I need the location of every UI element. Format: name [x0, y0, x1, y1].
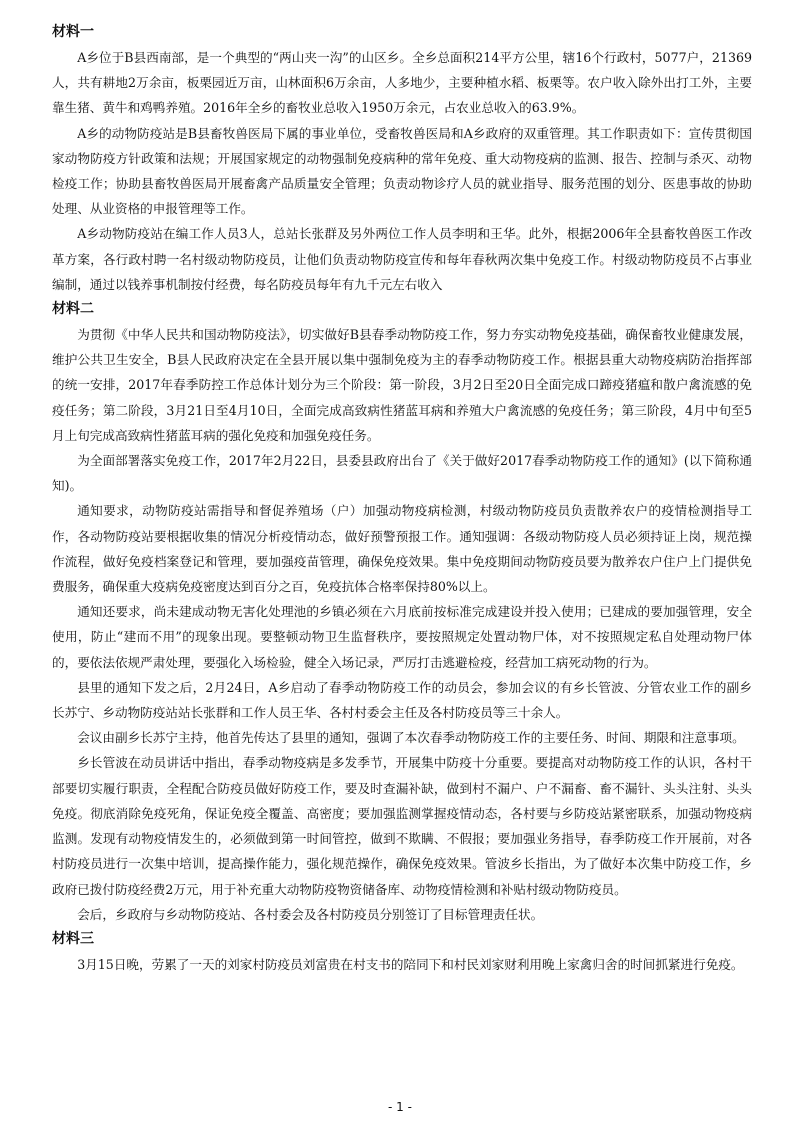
section-heading-2: 材料二: [52, 301, 94, 318]
paragraph: 通知要求，动物防疫站需指导和督促养殖场（户）加强动物疫病检测，村级动物防疫员负责散养农户的疫情检测指导工作，各动物防疫站要根据收集的情况分析疫情动态，做好预警预报工作。通知强调：各级动物防疫人员必须持证上岗，规范操作流程，做好免疫档案登记和管理，要加强疫苗管理，确保免疫效果。集中免疫期间动物防疫员要为散养农户住户上门提供免费服务，确保重大疫病免疫密度达到百分之百，免疫抗体合格率保持80%以上。: [52, 503, 752, 595]
paragraph: 通知还要求，尚未建成动物无害化处理池的乡镇必须在六月底前按标准完成建设并投入使用；已建成的要加强管理，安全使用，防止“建而不用”的现象出现。要整顿动物卫生监督秩序，要按照规定处置动物尸体，对不按照规定私自处理动物尸体的，要依法依规严肃处理，要强化入场检验，健全入场记录，严厉打击逃避检疫，经营加工病死动物的行为。: [52, 604, 752, 670]
paragraph: A乡动物防疫站在编工作人员3人，总站长张群及另外两位工作人员李明和王华。此外，根据2006年全县畜牧兽医工作改革方案，各行政村聘一名村级动物防疫员，让他们负责动物防疫宣传和每年春秋两次集中免疫工作。村级动物防疫员不占事业编制，通过以钱养事机制按付经费，每名防疫员每年有九千元左右收入: [52, 226, 752, 292]
paragraph: 乡长管波在动员讲话中指出，春季动物疫病是多发季节，开展集中防疫十分重要。要提高对动物防疫工作的认识，各村干部要切实履行职责，全程配合防疫员做好防疫工作，要及时查漏补缺，做到村不漏户、户不漏畜、畜不漏针、头头注射、头头免疫。彻底消除免疫死角，保证免疫全覆盖、高密度；要加强监测掌握疫情动态，各村要与乡防疫站紧密联系，加强动物疫病监测。发现有动物疫情发生的，必须做到第一时间管控，做到不欺瞒、不假报；要加强业务指导，春季防疫工作开展前，对各村防疫员进行一次集中培训，提高操作能力，强化规范操作，确保免疫效果。管波乡长指出，为了做好本次集中防疫工作，乡政府已拨付防疫经费2万元，用于补充重大动物防疫物资储备库、动物疫情检测和补贴村级动物防疫员。: [52, 755, 752, 897]
paragraph: A乡的动物防疫站是B县畜牧兽医局下属的事业单位，受畜牧兽医局和A乡政府的双重管理。其工作职责如下：宣传贯彻国家动物防疫方针政策和法规；开展国家规定的动物强制免疫病种的常年免疫、重大动物疫病的监测、报告、控制与杀灭、动物检疫工作；协助县畜牧兽医局开展畜禽产品质量安全管理；负责动物诊疗人员的就业指导、服务范围的划分、医患事故的协助处理、从业资格的申报管理等工作。: [52, 125, 752, 217]
paragraph: 县里的通知下发之后，2月24日，A乡启动了春季动物防疫工作的动员会，参加会议的有乡长管波、分管农业工作的副乡长苏宁、乡动物防疫站站长张群和工作人员王华、各村村委会主任及各村防疫员等三十余人。: [52, 679, 752, 721]
document-body: [52, 20, 752, 977]
section-heading-1: 材料一: [52, 24, 94, 40]
paragraph: 3月15日晚，劳累了一天的刘家村防疫员刘富贵在村支书的陪同下和村民刘家财利用晚上家禽归舍的时间抓紧进行免疫。: [77, 956, 744, 972]
paragraph: 会后，乡政府与乡动物防疫站、各村委会及各村防疫员分别签订了目标管理责任状。: [77, 906, 544, 922]
page-number: - 1 -: [388, 1100, 412, 1114]
section-heading-3: 材料三: [52, 930, 94, 947]
paragraph: A乡位于B县西南部，是一个典型的“两山夹一沟”的山区乡。全乡总面积214平方公里，辖16个行政村，5077户，21369人，共有耕地2万余亩，板栗园近万亩，山林面积6万余亩，人多地少，主要种植水稻、板栗等。农户收入除外出打工外，主要靠生猪、黄牛和鸡鸭养殖。2016年全乡的畜牧业总收入1950万余元，占农业总收入的63.9%。: [52, 50, 752, 116]
paragraph: 为全面部署落实免疫工作，2017年2月22日，县委县政府出台了《关于做好2017春季动物防疫工作的通知》(以下简称通知)。: [52, 453, 752, 494]
paragraph: 为贯彻《中华人民共和国动物防疫法》，切实做好B县春季动物防疫工作，努力夯实动物免疫基础，确保畜牧业健康发展，维护公共卫生安全，B县人民政府决定在全县开展以集中强制免疫为主的春季动物防疫工作。根据县重大动物疫病防治指挥部的统一安排，2017年春季防控工作总体计划分为三个阶段：第一阶段，3月2日至20日全面完成口蹄疫猪瘟和散户禽流感的免疫任务；第二阶段，3月21日至4月10日，全面完成高致病性猪蓝耳病和养殖大户禽流感的免疫任务；第三阶段，4月中旬至5月上旬完成高致病性猪蓝耳病的强化免疫和加强免疫任务。: [52, 327, 752, 443]
paragraph: 会议由副乡长苏宁主持，他首先传达了县里的通知，强调了本次春季动物防疫工作的主要任务、时间、期限和注意事项。: [77, 730, 745, 746]
